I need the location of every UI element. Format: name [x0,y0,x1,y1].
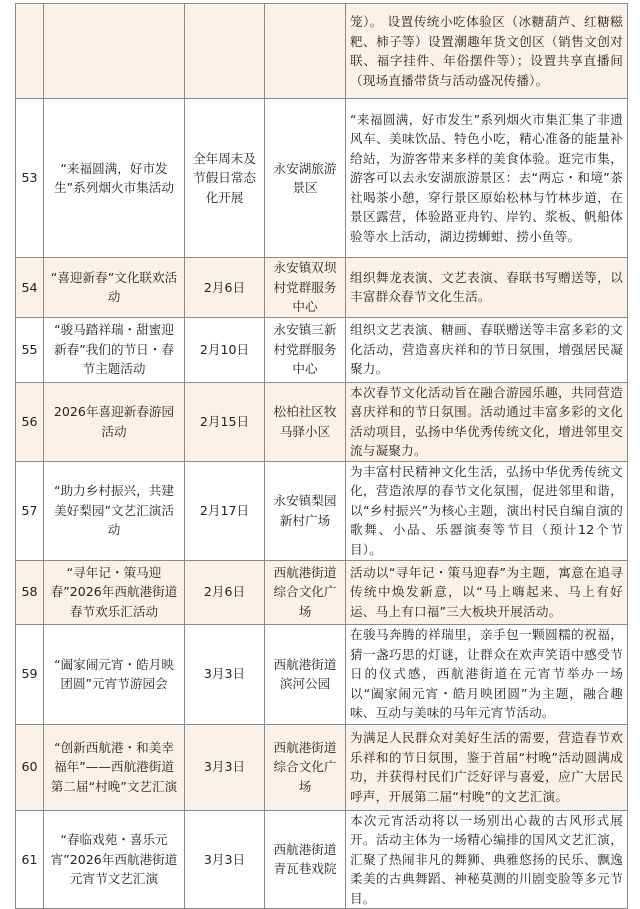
activity-name: “寻年记・策马迎春”2026年西航港街道春节欢乐汇活动 [44,560,185,624]
row-number: 54 [16,258,44,318]
activity-description: 在骏马奔腾的祥瑞里，亲手包一颗圆糯的祝福，猜一盏巧思的灯谜，让群众在欢声笑语中感受节日的仪式感，西航港街道在元宵节举办一场以“阖家闹元宵・皓月映团圆”为主题，融合趣味、互动与美味的马年元宵节活动。 [346,624,628,724]
row-number: 58 [16,560,44,624]
activity-name: “喜迎新春”文化联欢活动 [44,258,185,318]
activity-location: 永安镇双坝村党群服务中心 [265,258,346,318]
activity-description: 为满足人民群众对美好生活的需要，营造春节欢乐祥和的节日氛围，鉴于首届“村晚”活动圆满成功，并获得村民们广泛好评与喜爱，应广大居民呼声，开展第二届“村晚”的文艺汇演。 [346,724,628,810]
activity-name: “骏马踏祥瑞・甜蜜迎新春”我们的节日・春节主题活动 [44,317,185,382]
table-row [16,560,628,624]
row-number: 61 [16,810,44,909]
table-row [16,810,628,909]
table-row [16,258,628,318]
activity-description: 本次春节文化活动旨在融合游园乐趣，共同营造喜庆祥和的节日氛围。活动通过丰富多彩的文化活动项目，弘扬中华优秀传统文化，增进邻里交流与凝聚力。 [346,382,628,461]
activity-description: 组织文艺表演、糖画、春联赠送等丰富多彩的文化活动，营造喜庆祥和的节日氛围，增强居民凝聚力。 [346,317,628,382]
activity-time: 全年周末及节假日常态化开展 [185,99,265,258]
activity-time: 2月15日 [185,382,265,461]
activity-time: 2月6日 [185,560,265,624]
activity-name: 2026年喜迎新春游园活动 [44,382,185,461]
activity-time: 3月3日 [185,624,265,724]
table-row [16,317,628,382]
activity-location: 西航港街道综合文化广场 [265,724,346,810]
activity-name: “来福圆满，好市发生”系列烟火市集活动 [44,99,185,258]
activity-location: 西航港街道青瓦巷戏院 [265,810,346,909]
activity-name [44,4,185,99]
activity-name: “春临戏苑・喜乐元宵”2026年西航港街道元宵节文艺汇演 [44,810,185,909]
activity-time [185,4,265,99]
activity-location: 永安镇三新村党群服务中心 [265,317,346,382]
activity-location [265,4,346,99]
activity-location: 西航港街道综合文化广场 [265,560,346,624]
row-number: 53 [16,99,44,258]
activity-time: 3月3日 [185,724,265,810]
activity-location: 永安湖旅游景区 [265,99,346,258]
table-row [16,99,628,258]
activity-description: “来福圆满，好市发生”系列烟火市集汇集了非遗风车、美味饮品、特色小吃，精心准备的能量补给站，为游客带来多样的美食体验。逛完市集，游客可以去永安湖旅游景区：去“两忘・和境”茶社喝茶小憩，穿行景区原始松林与竹林步道，在景区露营，体验路亚舟钓、岸钓、浆板、帆船体验等水上活动，湖边捞蛳蚶、捞小鱼等。 [346,99,628,258]
table-row [16,461,628,560]
table-row [16,4,628,99]
event-table [15,3,628,909]
activity-name: “阖家闹元宵・皓月映团圆”元宵节游园会 [44,624,185,724]
activity-description: 为丰富村民精神文化生活，弘扬中华优秀传统文化，营造浓厚的春节文化氛围，促进邻里和谐，以“乡村振兴”为核心主题，演出村民自编自演的歌舞、小品、乐器演奏等节目（预计12个节目）。 [346,461,628,560]
activity-time: 2月10日 [185,317,265,382]
activity-name: “创新西航港・和美幸福年”——西航港街道第二届“村晚”文艺汇演 [44,724,185,810]
activity-time: 2月6日 [185,258,265,318]
table-row [16,624,628,724]
row-number: 55 [16,317,44,382]
activity-description: 活动以“寻年记・策马迎春”为主题，寓意在追寻传统中焕发新意，以“马上嗨起来、马上有好运、马上有口福”三大板块开展活动。 [346,560,628,624]
row-number [16,4,44,99]
activity-description: 组织舞龙表演、文艺表演、春联书写赠送等，以丰富群众春节文化生活。 [346,258,628,318]
activity-name: “助力乡村振兴，共建美好梨园”文艺汇演活动 [44,461,185,560]
activity-time: 2月17日 [185,461,265,560]
row-number: 56 [16,382,44,461]
activity-location: 永安镇梨园新村广场 [265,461,346,560]
row-number: 60 [16,724,44,810]
row-number: 57 [16,461,44,560]
activity-location: 松柏社区牧马驿小区 [265,382,346,461]
row-number: 59 [16,624,44,724]
activity-description: 笼）。 设置传统小吃体验区（冰糖葫芦、红糖糍粑、柿子等）设置潮趣年货文创区（销售文创对联、福字挂件、年俗摆件等）；设置共享直播间（现场直播带货与活动盛况传播）。 [346,4,628,99]
table-row [16,724,628,810]
table-row [16,382,628,461]
activity-description: 本次元宵活动将以一场别出心裁的古风形式展开。活动主体为一场精心编排的国风文艺汇演，汇聚了热闹非凡的舞狮、典雅悠扬的民乐、飘逸柔美的古典舞蹈、神秘莫测的川剧变脸等多元节目。 [346,810,628,909]
activity-location: 西航港街道滨河公园 [265,624,346,724]
activity-time: 3月3日 [185,810,265,909]
